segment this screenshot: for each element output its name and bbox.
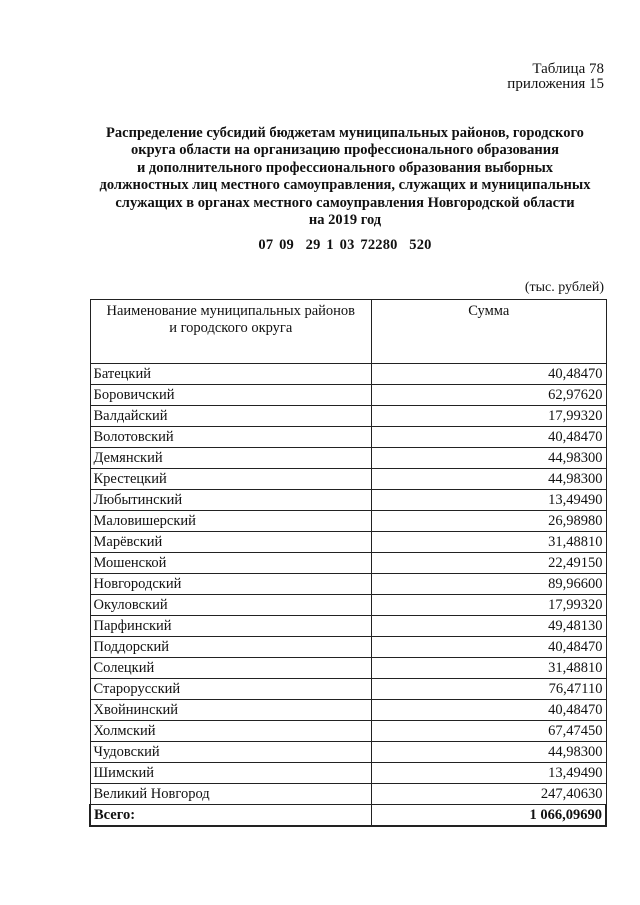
table-row bbox=[90, 721, 606, 742]
table-row bbox=[90, 679, 606, 700]
header-name-cell bbox=[90, 300, 372, 364]
district-name-cell: Маловишерский bbox=[90, 511, 372, 532]
district-name-cell: Новгородский bbox=[90, 574, 372, 595]
district-sum-cell: 40,48470 bbox=[372, 427, 607, 448]
header-sum-cell bbox=[372, 300, 607, 364]
table-row bbox=[90, 427, 606, 448]
total-sum-cell: 1 066,09690 bbox=[372, 805, 607, 827]
district-name-cell: Чудовский bbox=[90, 742, 372, 763]
table-row bbox=[90, 385, 606, 406]
district-name-cell: Поддорский bbox=[90, 637, 372, 658]
district-sum-cell: 49,48130 bbox=[372, 616, 607, 637]
appendix-number: приложения 15 bbox=[507, 76, 604, 92]
district-sum-cell: 62,97620 bbox=[372, 385, 607, 406]
district-sum-cell: 40,48470 bbox=[372, 700, 607, 721]
district-sum-cell: 13,49490 bbox=[372, 490, 607, 511]
district-sum-cell: 247,40630 bbox=[372, 784, 607, 805]
table-row bbox=[90, 490, 606, 511]
header-sum-label: Сумма bbox=[468, 303, 510, 319]
document-title bbox=[80, 125, 610, 229]
title-line: служащих в органах местного самоуправления Новгородской области bbox=[115, 194, 575, 211]
title-line: на 2019 год bbox=[308, 212, 382, 229]
table-row bbox=[90, 784, 606, 805]
title-line: должностных лиц местного самоуправления, служащих и муниципальных bbox=[99, 177, 591, 194]
district-sum-cell: 76,47110 bbox=[372, 679, 607, 700]
table-row bbox=[90, 637, 606, 658]
table-row bbox=[90, 406, 606, 427]
district-name-cell: Мошенской bbox=[90, 553, 372, 574]
header-name-line: и городского округа bbox=[169, 320, 293, 336]
table-row bbox=[90, 595, 606, 616]
district-name-cell: Валдайский bbox=[90, 406, 372, 427]
district-sum-cell: 31,48810 bbox=[372, 532, 607, 553]
table-row bbox=[90, 553, 606, 574]
district-name-cell: Батецкий bbox=[90, 364, 372, 385]
table-row bbox=[90, 364, 606, 385]
district-name-cell: Шимский bbox=[90, 763, 372, 784]
district-sum-cell: 31,48810 bbox=[372, 658, 607, 679]
title-line: округа области на организацию профессионального образования bbox=[131, 142, 559, 159]
budget-code: 07 09 29 1 03 72280 520 bbox=[258, 237, 432, 253]
district-name-cell: Любытинский bbox=[90, 490, 372, 511]
title-line: Распределение субсидий бюджетам муниципальных районов, городского bbox=[106, 125, 584, 141]
district-name-cell: Марёвский bbox=[90, 532, 372, 553]
table-row bbox=[90, 763, 606, 784]
table-number: Таблица 78 bbox=[532, 61, 604, 77]
table-header-row bbox=[90, 300, 606, 364]
district-name-cell: Окуловский bbox=[90, 595, 372, 616]
district-name-cell: Холмский bbox=[90, 721, 372, 742]
district-sum-cell: 17,99320 bbox=[372, 406, 607, 427]
appendix-reference bbox=[507, 62, 604, 92]
district-sum-cell: 40,48470 bbox=[372, 364, 607, 385]
district-name-cell: Демянский bbox=[90, 448, 372, 469]
table-row bbox=[90, 532, 606, 553]
district-name-cell: Парфинский bbox=[90, 616, 372, 637]
district-name-cell: Крестецкий bbox=[90, 469, 372, 490]
header-name-line: Наименование муниципальных районов bbox=[106, 303, 356, 319]
district-name-cell: Старорусский bbox=[90, 679, 372, 700]
district-sum-cell: 40,48470 bbox=[372, 637, 607, 658]
units-note: (тыс. рублей) bbox=[524, 280, 604, 295]
table-row bbox=[90, 469, 606, 490]
district-name-cell: Великий Новгород bbox=[90, 784, 372, 805]
table-row bbox=[90, 700, 606, 721]
district-sum-cell: 89,96600 bbox=[372, 574, 607, 595]
district-sum-cell: 67,47450 bbox=[372, 721, 607, 742]
district-sum-cell: 44,98300 bbox=[372, 742, 607, 763]
district-sum-cell: 17,99320 bbox=[372, 595, 607, 616]
district-sum-cell: 44,98300 bbox=[372, 469, 607, 490]
table-row bbox=[90, 574, 606, 595]
table-row bbox=[90, 448, 606, 469]
table-row bbox=[90, 511, 606, 532]
district-sum-cell: 44,98300 bbox=[372, 448, 607, 469]
table-row bbox=[90, 658, 606, 679]
table-row bbox=[90, 742, 606, 763]
table-row bbox=[90, 616, 606, 637]
subsidy-table bbox=[89, 299, 607, 827]
district-name-cell: Хвойнинский bbox=[90, 700, 372, 721]
district-name-cell: Солецкий bbox=[90, 658, 372, 679]
table-total-row bbox=[90, 805, 606, 827]
district-sum-cell: 26,98980 bbox=[372, 511, 607, 532]
district-sum-cell: 22,49150 bbox=[372, 553, 607, 574]
district-sum-cell: 13,49490 bbox=[372, 763, 607, 784]
district-name-cell: Волотовский bbox=[90, 427, 372, 448]
total-label-cell: Всего: bbox=[90, 805, 372, 827]
title-line: и дополнительного профессионального образования выборных bbox=[136, 159, 554, 176]
district-name-cell: Боровичский bbox=[90, 385, 372, 406]
